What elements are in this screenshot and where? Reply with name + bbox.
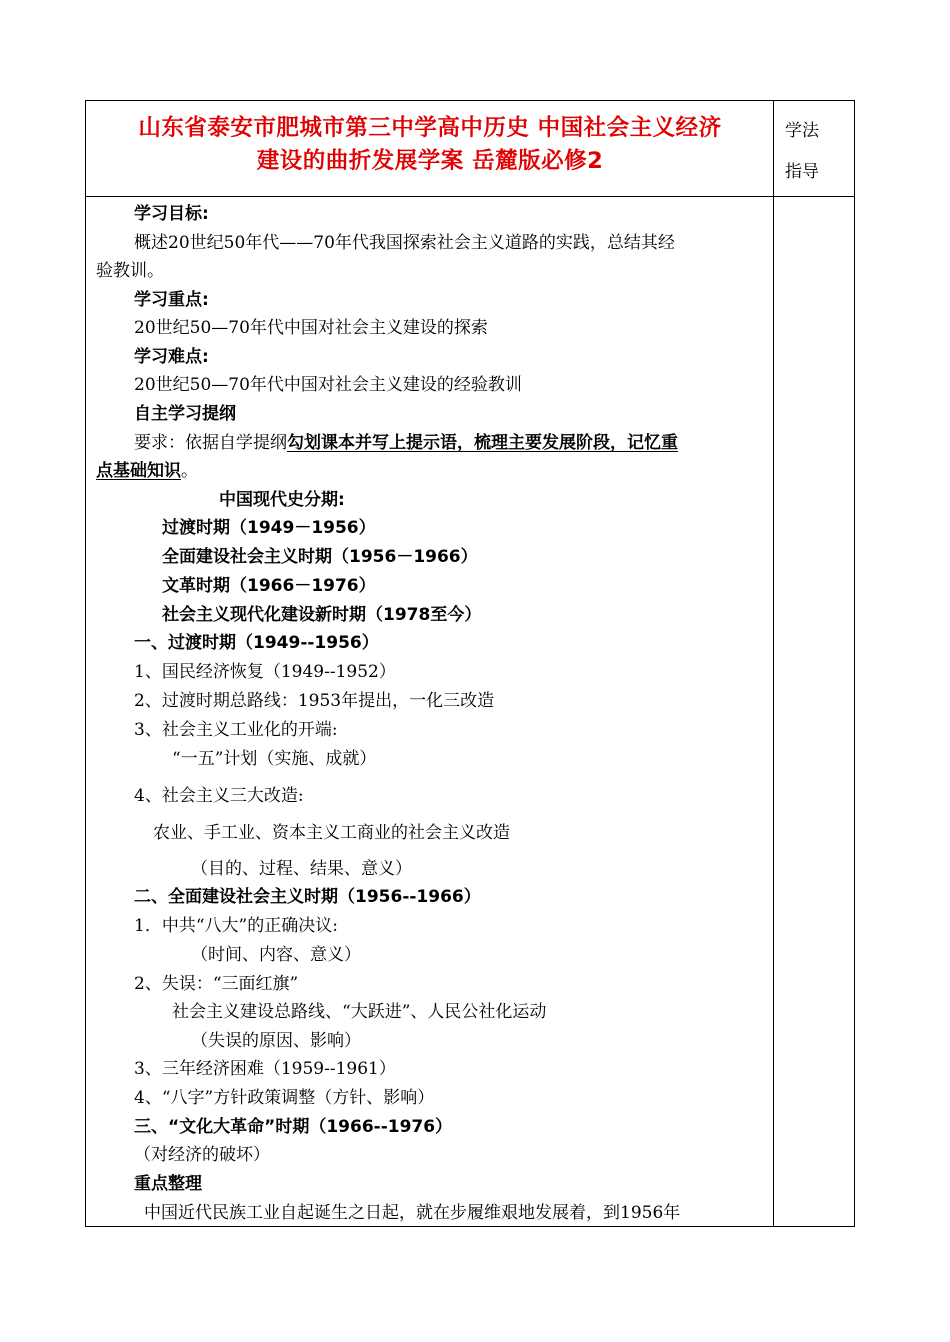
- requirement-line-2: [96, 460, 198, 482]
- section-2-item-1-detail: （时间、内容、意义）: [191, 945, 361, 965]
- section-2-item-3: 3、三年经济困难（1959--1961）: [134, 1059, 396, 1079]
- section-2-item-4: 4、“八字”方针政策调整（方针、影响）: [134, 1088, 435, 1108]
- section-1-item-4-aspects: （目的、过程、结果、意义）: [191, 859, 412, 879]
- period-heading: 中国现代史分期:: [219, 490, 345, 510]
- requirement-emphasis-1: 勾划课本并写上提示语，梳理主要发展阶段，记忆重: [287, 433, 678, 453]
- key-text: 20世纪50—70年代中国对社会主义建设的探索: [134, 318, 488, 338]
- table-border-left: [85, 100, 86, 1227]
- period-1: 过渡时期（1949－1956）: [162, 518, 376, 538]
- table-column-divider: [773, 100, 774, 1227]
- side-label-line-1: 学法: [785, 121, 819, 141]
- self-study-heading: 自主学习提纲: [134, 404, 236, 424]
- section-2-item-2-detail: 社会主义建设总路线、“大跃进”、人民公社化运动: [172, 1002, 547, 1022]
- title-line-2: 建设的曲折发展学案 岳麓版必修2: [256, 148, 604, 174]
- focus-text: 中国近代民族工业自起诞生之日起，就在步履维艰地发展着，到1956年: [144, 1203, 681, 1223]
- section-1-item-4-detail: 农业、手工业、资本主义工商业的社会主义改造: [153, 823, 510, 843]
- requirement-end: 。: [181, 461, 198, 481]
- table-border-top: [85, 100, 855, 101]
- section-1-item-1: 1、国民经济恢复（1949--1952）: [134, 662, 396, 682]
- title-line-1: 山东省泰安市肥城市第三中学高中历史 中国社会主义经济: [138, 115, 722, 141]
- side-label-line-2: 指导: [785, 162, 819, 182]
- focus-heading: 重点整理: [134, 1174, 202, 1194]
- requirement-prefix: 要求：依据自学提纲: [134, 433, 287, 453]
- difficulty-text: 20世纪50—70年代中国对社会主义建设的经验教训: [134, 375, 522, 395]
- section-3-heading: 三、“文化大革命”时期（1966--1976）: [134, 1117, 453, 1137]
- period-4: 社会主义现代化建设新时期（1978至今）: [162, 605, 482, 625]
- section-2-item-2: 2、失误：“三面红旗”: [134, 974, 299, 994]
- section-1-heading: 一、过渡时期（1949--1956）: [134, 633, 379, 653]
- section-1-item-2: 2、过渡时期总路线：1953年提出，一化三改造: [134, 691, 495, 711]
- period-3: 文革时期（1966－1976）: [162, 576, 376, 596]
- requirement-emphasis-2: 点基础知识: [96, 461, 181, 481]
- goal-text-2: 验教训。: [96, 261, 164, 281]
- document-title: [90, 112, 770, 178]
- key-heading: 学习重点:: [134, 290, 209, 310]
- table-row-divider: [85, 196, 855, 197]
- section-1-item-4: 4、社会主义三大改造:: [134, 786, 304, 806]
- table-border-right: [854, 100, 855, 1227]
- section-1-item-3-detail: “一五”计划（实施、成就）: [172, 749, 377, 769]
- section-2-item-1: 1．中共“八大”的正确决议:: [134, 916, 338, 936]
- period-2: 全面建设社会主义时期（1956－1966）: [162, 547, 478, 567]
- goal-text-1: 概述20世纪50年代——70年代我国探索社会主义道路的实践，总结其经: [134, 233, 675, 253]
- section-1-item-3: 3、社会主义工业化的开端:: [134, 720, 338, 740]
- difficulty-heading: 学习难点:: [134, 347, 209, 367]
- requirement-line-1: [134, 432, 678, 454]
- section-2-item-2-aspects: （失误的原因、影响）: [191, 1031, 361, 1051]
- section-3-detail: （对经济的破坏）: [134, 1145, 270, 1165]
- table-border-bottom: [85, 1226, 855, 1227]
- section-2-heading: 二、全面建设社会主义时期（1956--1966）: [134, 887, 481, 907]
- goal-heading: 学习目标:: [134, 204, 209, 224]
